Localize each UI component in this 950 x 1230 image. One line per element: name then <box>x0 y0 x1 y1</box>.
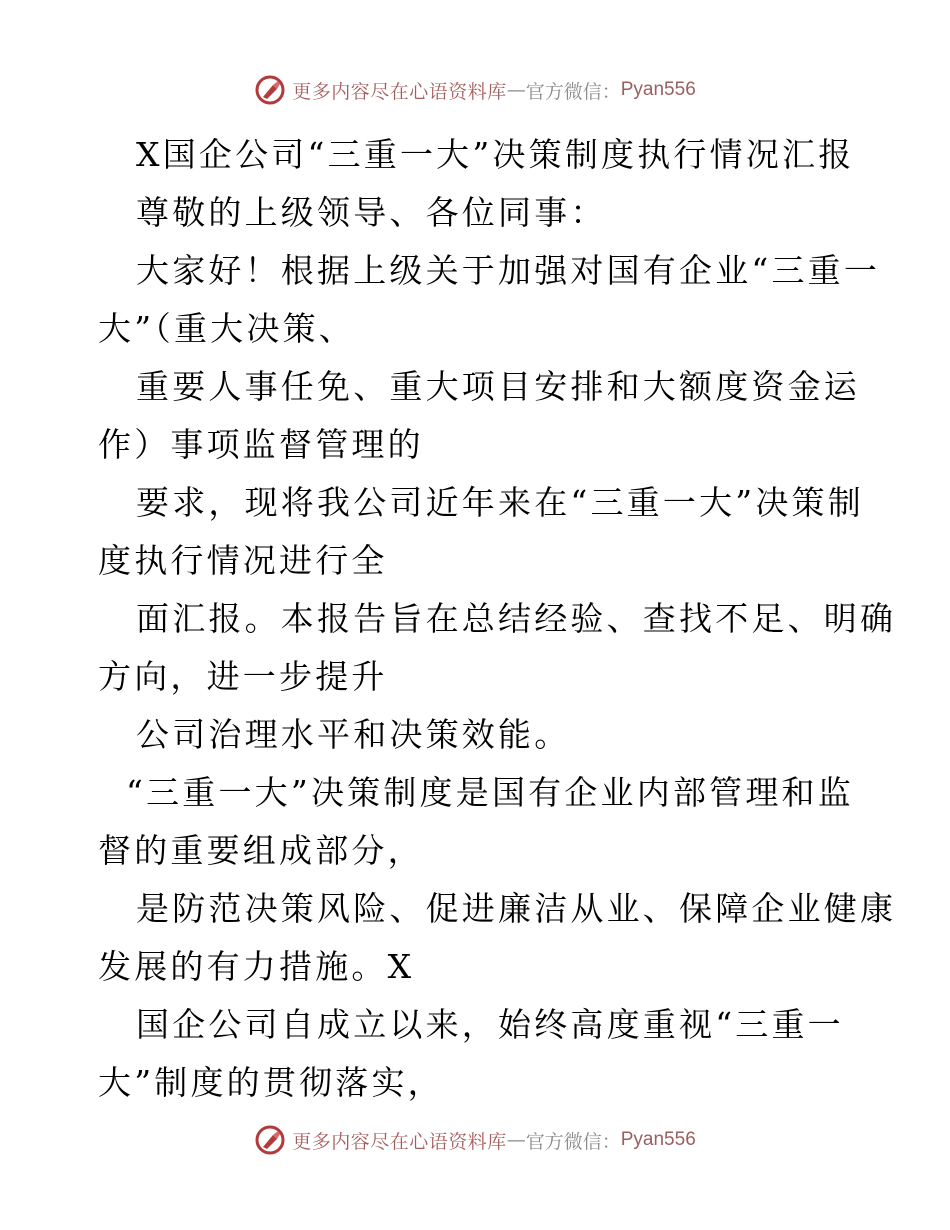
document-title: X国企公司“三重一大”决策制度执行情况汇报 <box>136 135 855 174</box>
watermark-wechat-label: 官方微信： <box>525 1130 621 1153</box>
paragraph-line: 大”（重大决策、 <box>98 309 355 348</box>
paragraph-line: 发展的有力措施。X <box>98 947 415 986</box>
pen-nib-logo-icon <box>254 74 286 106</box>
watermark-header <box>0 70 950 110</box>
paragraph-line: 督的重要组成部分， <box>98 831 424 870</box>
paragraph-line: “三重一大”决策制度是国有企业内部管理和监 <box>126 773 854 812</box>
watermark-footer <box>0 1120 950 1160</box>
watermark-text: 更多内容尽在心语资料库 <box>292 80 507 103</box>
watermark-wechat-id: Pyan556 <box>620 79 696 100</box>
paragraph-line: 方向，进一步提升 <box>98 657 388 696</box>
watermark-wechat-id: Pyan556 <box>620 1129 696 1150</box>
paragraph-line: 尊敬的上级领导、各位同事： <box>136 193 607 232</box>
paragraph-line: 是防范决策风险、促进廉洁从业、保障企业健康 <box>136 889 897 928</box>
paragraph-line: 大家好！根据上级关于加强对国有企业“三重一 <box>136 251 881 290</box>
watermark-text: 更多内容尽在心语资料库 <box>292 1130 507 1153</box>
paragraph-line: 大”制度的贯彻落实， <box>98 1063 444 1102</box>
paragraph-line: 公司治理水平和决策效能。 <box>136 715 571 754</box>
document-body <box>98 126 897 1112</box>
paragraph-line: 要求，现将我公司近年来在“三重一大”决策制 <box>136 483 864 522</box>
paragraph-line: 面汇报。本报告旨在总结经验、查找不足、明确 <box>136 599 897 638</box>
paragraph-line: 作）事项监督管理的 <box>98 425 424 464</box>
paragraph-line: 国企公司自成立以来，始终高度重视“三重一 <box>136 1005 844 1044</box>
pen-nib-logo-icon <box>254 1124 286 1156</box>
watermark-separator: — <box>506 1129 526 1151</box>
paragraph-line: 度执行情况进行全 <box>98 541 388 580</box>
paragraph-line: 重要人事任免、重大项目安排和大额度资金运 <box>136 367 860 406</box>
watermark-wechat-label: 官方微信： <box>525 80 621 103</box>
watermark-separator: — <box>506 79 526 101</box>
